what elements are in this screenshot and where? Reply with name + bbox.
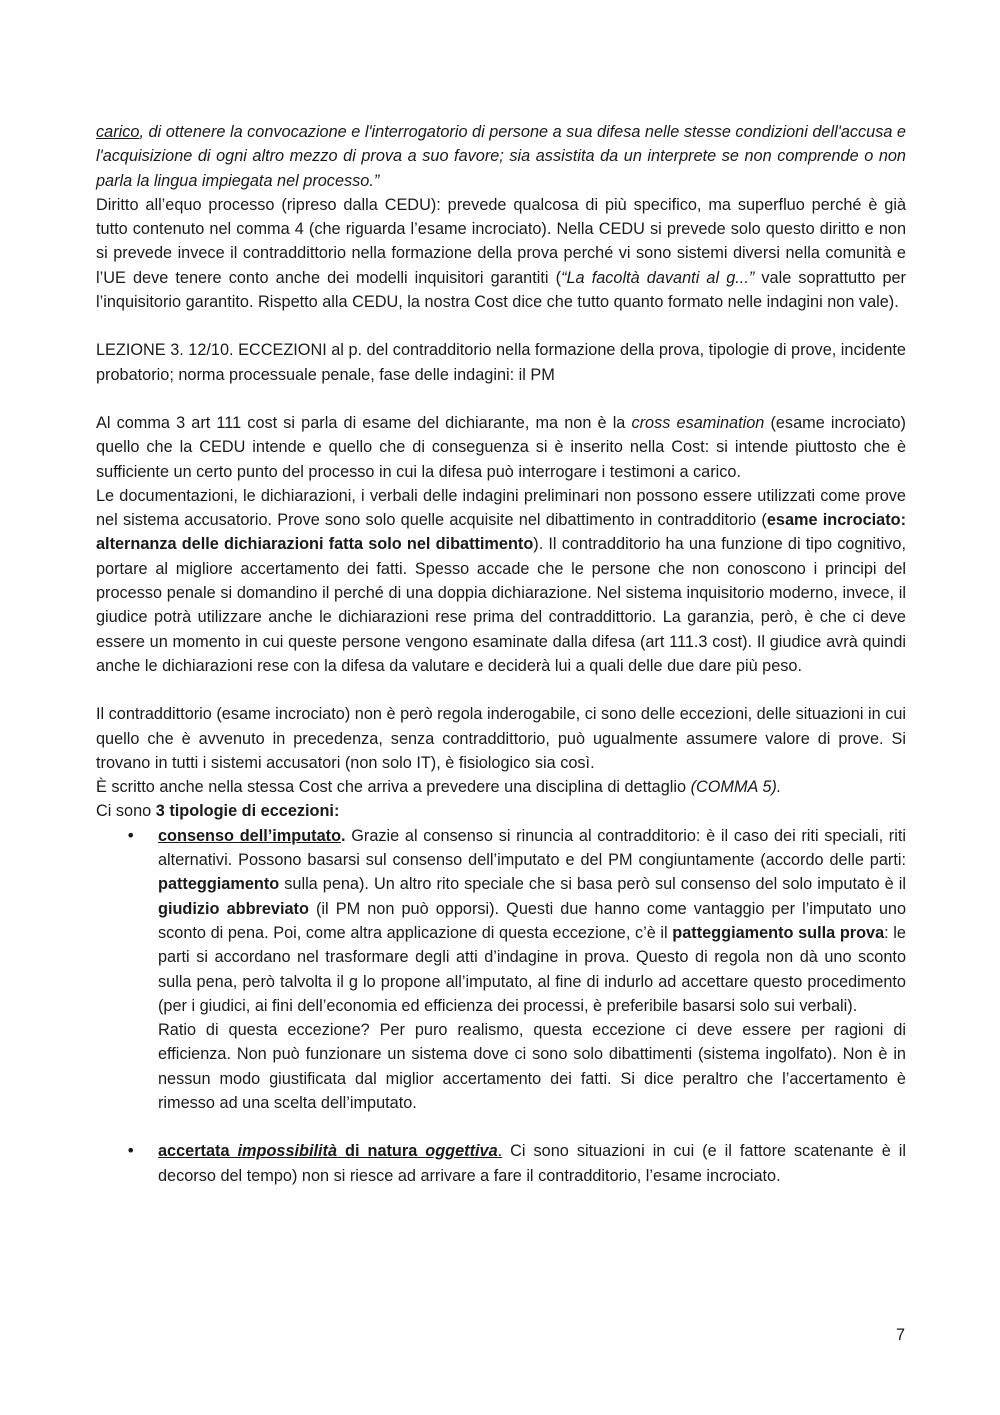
exceptions-list bbox=[96, 824, 906, 1188]
bullet-title-impossibilita: accertata impossibilità di natura oggettiva. bbox=[158, 1142, 503, 1161]
paragraph-documentazioni: Le documentazioni, le dichiarazioni, i verbali delle indagini preliminari non possono essere utilizzati come prove nel sistema accusatorio. Prove sono solo quelle acquisite nel dibattimento in contradditorio (esame incrociato: alternanza delle dichiarazioni fatta solo nel dibattimento). Il contradditorio ha una funzione di tipo cognitivo, portare al migliore accertamento dei fatti. Spesso accade che le persone che non conoscono i principi del processo penale si domandino il perché di una doppia dichiarazione. Nel sistema inquisitorio moderno, invece, il giudice potrà utilizzare anche le dichiarazioni rese prima del contraddittorio. La garanzia, però, è che ci deve essere un momento in cui queste persone vengono esaminate dalla difesa (art 111.3 cost). Il giudice avrà quindi anche le dichiarazioni rese con la difesa da valutare e deciderà lui a quali delle due dare più peso. bbox=[96, 486, 907, 675]
paragraph-eccezioni: Il contraddittorio (esame incrociato) non è però regola inderogabile, ci sono delle eccezioni, delle situazioni in cui quello che è avvenuto in precedenza, senza contraddittorio, può ugualmente assumere valore di prove. Si trovano in tutti i sistemi accusatori (non solo IT), è fisiologico sia così. bbox=[96, 705, 907, 772]
underlined-word-carico: carico bbox=[96, 123, 140, 141]
list-item-consenso: • consenso dell’imputato. Grazie al consenso si rinuncia al contradditorio: è il caso dei riti speciali, riti alternativi. Possono basarsi sul consenso dell’imputato e del PM congiuntamente (accordo delle parti: patteggiamento sulla pena). Un altro rito speciale che si basa però sul consenso del solo imputato è il giudizio abbreviato (il PM non può opporsi). Questi due hanno come vantaggio per l’imputato uno sconto di pena. Poi, come altra applicazione di questa eccezione, c’è il patteggiamento sulla prova: le parti si accordano nel trasformare degli atti d’indagine in prova. Questo di regola non dà uno sconto sulla pena, però talvolta il g lo propone all’imputato, al fine di indurlo ad accettare questo procedimento (per i giudici, ai fini dell’economia ed efficienza dei processi, è preferibile basarsi solo sui verbali). Ratio di questa eccezione? Per puro realismo, questa eccezione ci deve essere per ragioni di efficienza. Non può funzionare un sistema dove ci sono solo dibattimenti (sistema ingolfato). Non è in nessun modo giustificata dal miglior accertamento dei fatti. Si dice peraltro che l’accertamento è rimesso ad una scelta dell’imputato. bbox=[158, 824, 906, 1116]
list-spacer bbox=[158, 1115, 906, 1139]
paragraph-tipologie: Ci sono 3 tipologie di eccezioni: bbox=[96, 802, 340, 821]
ratio-paragraph: Ratio di questa eccezione? Per puro realismo, questa eccezione ci deve essere per ragioni di efficienza. Non può funzionare un sistema dove ci sono solo dibattimenti (sistema ingolfato). Non è in nessun modo giustificata dal miglior accertamento dei fatti. Si dice peraltro che l’accertamento è rimesso ad una scelta dell’imputato. bbox=[158, 1021, 906, 1112]
list-item-impossibilita: • accertata impossibilità di natura oggettiva. Ci sono situazioni in cui (e il fattore scatenante è il decorso del tempo) non si riesce ad arrivare a fare il contradditorio, l’esame incrociato. bbox=[158, 1139, 906, 1188]
bullet-title-consenso: consenso dell’imputato bbox=[158, 826, 342, 845]
document-page bbox=[96, 120, 906, 1188]
paragraph-esame-dichiarante: Al comma 3 art 111 cost si parla di esame del dichiarante, ma non è la cross esamination (esame incrociato) quello che la CEDU intende e quello che di conseguenza si è inserito nella Cost: si intende piuttosto che è sufficiente un certo punto del processo in cui la difesa può interrogare i testimoni a carico. bbox=[96, 413, 906, 481]
lesson-title: LEZIONE 3. 12/10. ECCEZIONI al p. del contradditorio nella formazione della prova, tipologie di prove, incidente probatorio; norma processuale penale, fase delle indagini: il PM bbox=[96, 341, 906, 384]
paragraph-comma5: È scritto anche nella stessa Cost che arriva a prevedere una disciplina di dettaglio (COMMA 5). bbox=[96, 778, 782, 797]
quote-ending-paragraph: carico, di ottenere la convocazione e l'interrogatorio di persone a sua difesa nelle stesse condizioni dell'accusa e l'acquisizione di ogni altro mezzo di prova a suo favore; sia assistita da un interprete se non comprende o non parla la lingua impiegata nel processo.” bbox=[96, 123, 906, 190]
page-number: 7 bbox=[895, 1326, 905, 1344]
equo-processo-paragraph: Diritto all’equo processo (ripreso dalla CEDU): prevede qualcosa di più specifico, ma superfluo perché è già tutto contenuto nel comma 4 (che riguarda l’esame incrociato). Nella CEDU si prevede solo questo diritto e non si prevede invece il contraddittorio nella formazione della prova perché vi sono sistemi diversi nella comunità e l’UE deve tenere conto anche dei modelli inquisitori garantiti (“La facoltà davanti al g...” vale soprattutto per l’inquisitorio garantito. Rispetto alla CEDU, la nostra Cost dice che tutto quanto formato nelle indagini non vale). bbox=[96, 195, 906, 312]
